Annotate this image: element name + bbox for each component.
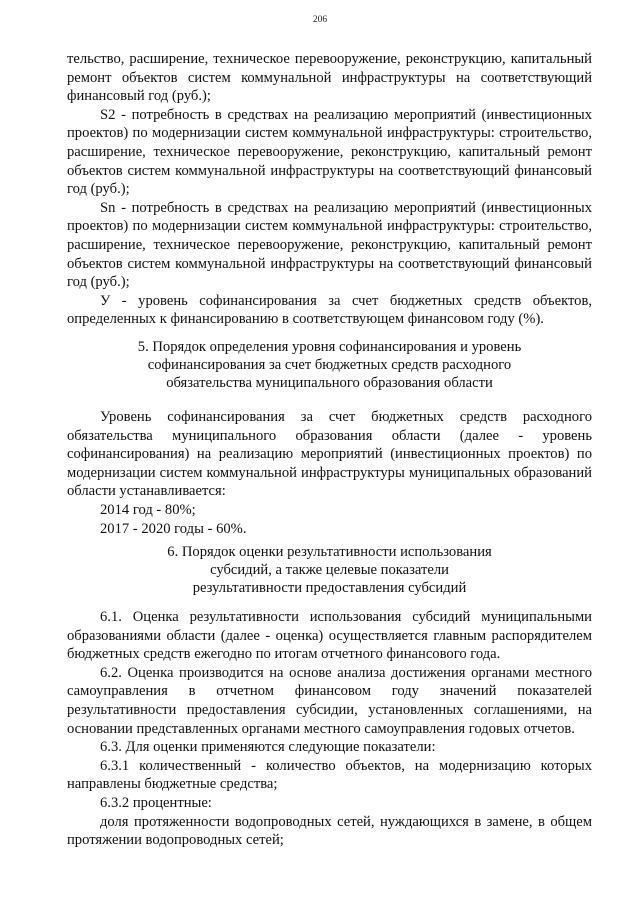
section-5-heading-line-2: софинансирования за счет бюджетных средств расходного	[147, 357, 512, 373]
paragraph-6-2: 6.2. Оценка производится на основе анализа достижения органами местного самоуправления в отчетном финансовом году значений показателей результативности предоставления субсидии, установленных соглашениями, на основании представленных органами местного самоуправления годовых отчетов.	[67, 664, 592, 737]
section-6-heading-line-1: 6. Порядок оценки результативности использования	[167, 544, 492, 560]
section-6-heading-line-3: результативности предоставления субсидий	[192, 580, 467, 596]
paragraph-6-3: 6.3. Для оценки применяются следующие показатели:	[100, 739, 436, 756]
paragraph-6-3-2: 6.3.2 процентные:	[100, 794, 212, 811]
intro-paragraph-s2: S2 - потребность в средствах на реализацию мероприятий (инвестиционных проектов) по модернизации систем коммунальной инфраструктуры: строительство, расширение, техническое перевооружение, реконструкцию, капитальный ремонт объектов систем коммунальной инфраструктуры на соответствующий финансовый год (руб.);	[67, 106, 592, 198]
intro-paragraph-1: тельство, расширение, техническое перевооружение, реконструкцию, капитальный ремонт объектов систем коммунальной инфраструктуры на соответствующий финансовый год (руб.);	[67, 51, 592, 105]
section-5-item-2017-2020: 2017 - 2020 годы - 60%.	[100, 520, 247, 537]
section-6-heading-line-2: субсидий, а также целевые показатели	[210, 562, 449, 578]
section-5-heading-line-3: обязательства муниципального образования области	[166, 375, 493, 391]
section-5-item-2014: 2014 год - 80%;	[100, 501, 196, 518]
section-5-body	[67, 408, 592, 538]
paragraph-6-3-1: 6.3.1 количественный - количество объектов, на модернизацию которых направлены бюджетные средства;	[67, 757, 592, 793]
paragraph-pipe-share: доля протяженности водопроводных сетей, нуждающихся в замене, в общем протяжении водопроводных сетей;	[67, 813, 592, 849]
intro-paragraph-sn: Sn - потребность в средствах на реализацию мероприятий (инвестиционных проектов) по модернизации систем коммунальной инфраструктуры: строительство, расширение, техническое перевооружение, реконструкцию, капитальный ремонт объектов систем коммунальной инфраструктуры на соответствующий финансовый год (руб.);	[67, 199, 592, 291]
paragraph-6-1: 6.1. Оценка результативности использования субсидий муниципальными образованиями области (далее - оценка) осуществляется главным распорядителем бюджетных средств ежегодно по итогам отчетного финансового года.	[67, 609, 592, 663]
intro-paragraph-u: У - уровень софинансирования за счет бюджетных средств объектов, определенных к финансированию в соответствующем финансовом году (%).	[67, 292, 592, 328]
section-5-heading-line-1: 5. Порядок определения уровня софинансирования и уровень	[137, 339, 522, 355]
section-5-paragraph: Уровень софинансирования за счет бюджетных средств расходного обязательства муниципального образования области (далее - уровень софинансирования) на реализацию мероприятий (инвестиционных проектов) по модернизации систем коммунальной инфраструктуры муниципальных образований области устанавливается:	[67, 409, 592, 500]
page-number: 206	[312, 15, 328, 25]
section-6-body	[67, 608, 592, 850]
intro-block	[67, 50, 592, 329]
